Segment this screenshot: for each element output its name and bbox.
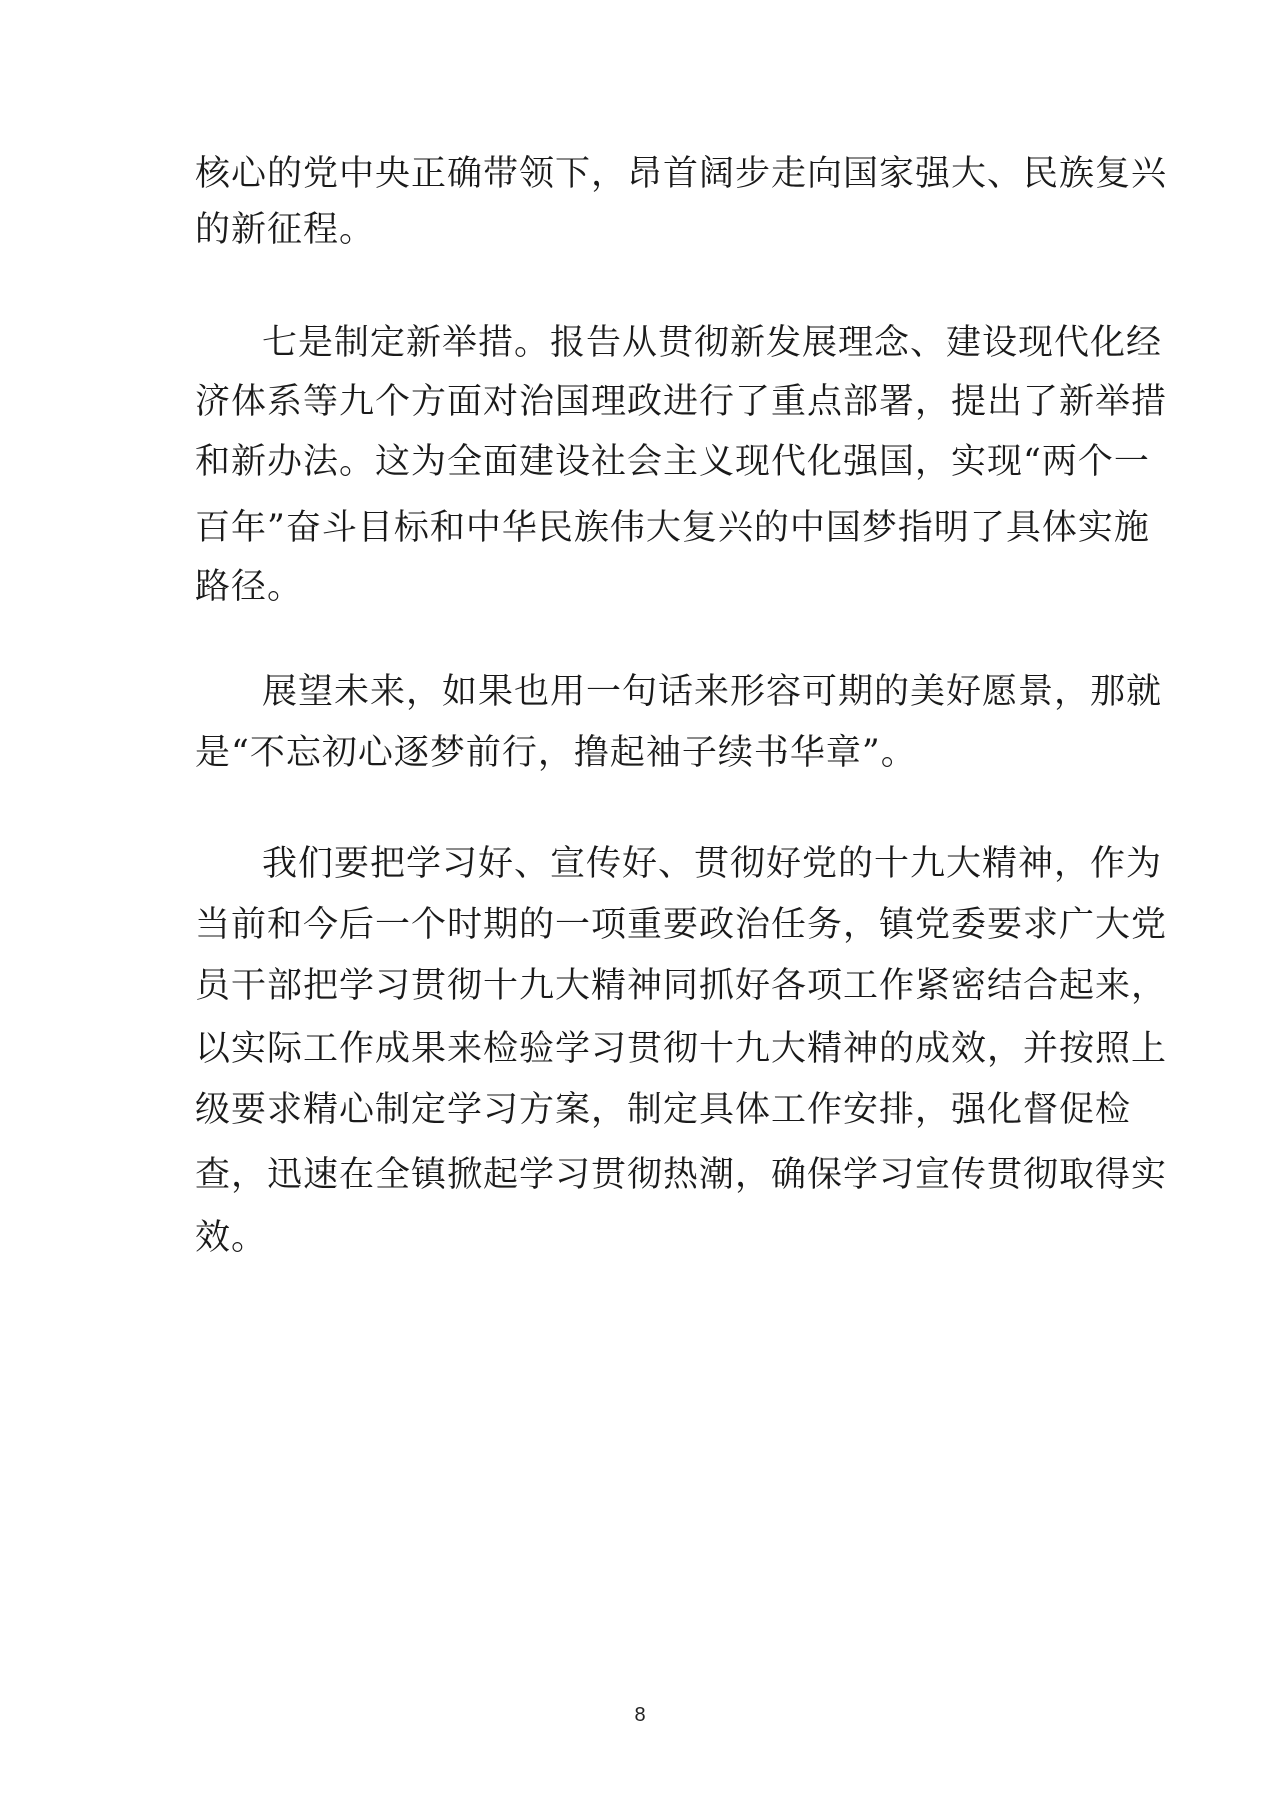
text-line: 百年”奋斗目标和中华民族伟大复兴的中国梦指明了具体实施 bbox=[195, 508, 1150, 548]
text-line: 效。 bbox=[195, 1218, 268, 1258]
paragraph-start-line: 展望未来，如果也用一句话来形容可期的美好愿景，那就 bbox=[262, 672, 1163, 712]
text-line: 当前和今后一个时期的一项重要政治任务，镇党委要求广大党 bbox=[195, 905, 1168, 945]
text-line: 以实际工作成果来检验学习贯彻十九大精神的成效，并按照上 bbox=[195, 1029, 1168, 1069]
page-number: 8 bbox=[634, 1704, 646, 1726]
text-line: 核心的党中央正确带领下，昂首阔步走向国家强大、民族复兴 bbox=[195, 154, 1168, 194]
text-line: 查，迅速在全镇掀起学习贯彻热潮，确保学习宣传贯彻取得实 bbox=[195, 1155, 1168, 1195]
text-line: 是“不忘初心逐梦前行，撸起袖子续书华章”。 bbox=[195, 733, 917, 773]
text-line: 的新征程。 bbox=[195, 210, 376, 250]
text-line: 济体系等九个方面对治国理政进行了重点部署，提出了新举措 bbox=[195, 382, 1168, 422]
text-line: 员干部把学习贯彻十九大精神同抓好各项工作紧密结合起来， bbox=[195, 966, 1168, 1006]
text-line: 级要求精心制定学习方案，制定具体工作安排，强化督促检 bbox=[195, 1090, 1132, 1130]
text-line: 路径。 bbox=[195, 567, 304, 607]
paragraph-start-line: 我们要把学习好、宣传好、贯彻好党的十九大精神，作为 bbox=[262, 844, 1163, 884]
paragraph-start-line: 七是制定新举措。报告从贯彻新发展理念、建设现代化经 bbox=[262, 323, 1163, 363]
text-line: 和新办法。这为全面建设社会主义现代化强国，实现“两个一 bbox=[195, 442, 1150, 482]
